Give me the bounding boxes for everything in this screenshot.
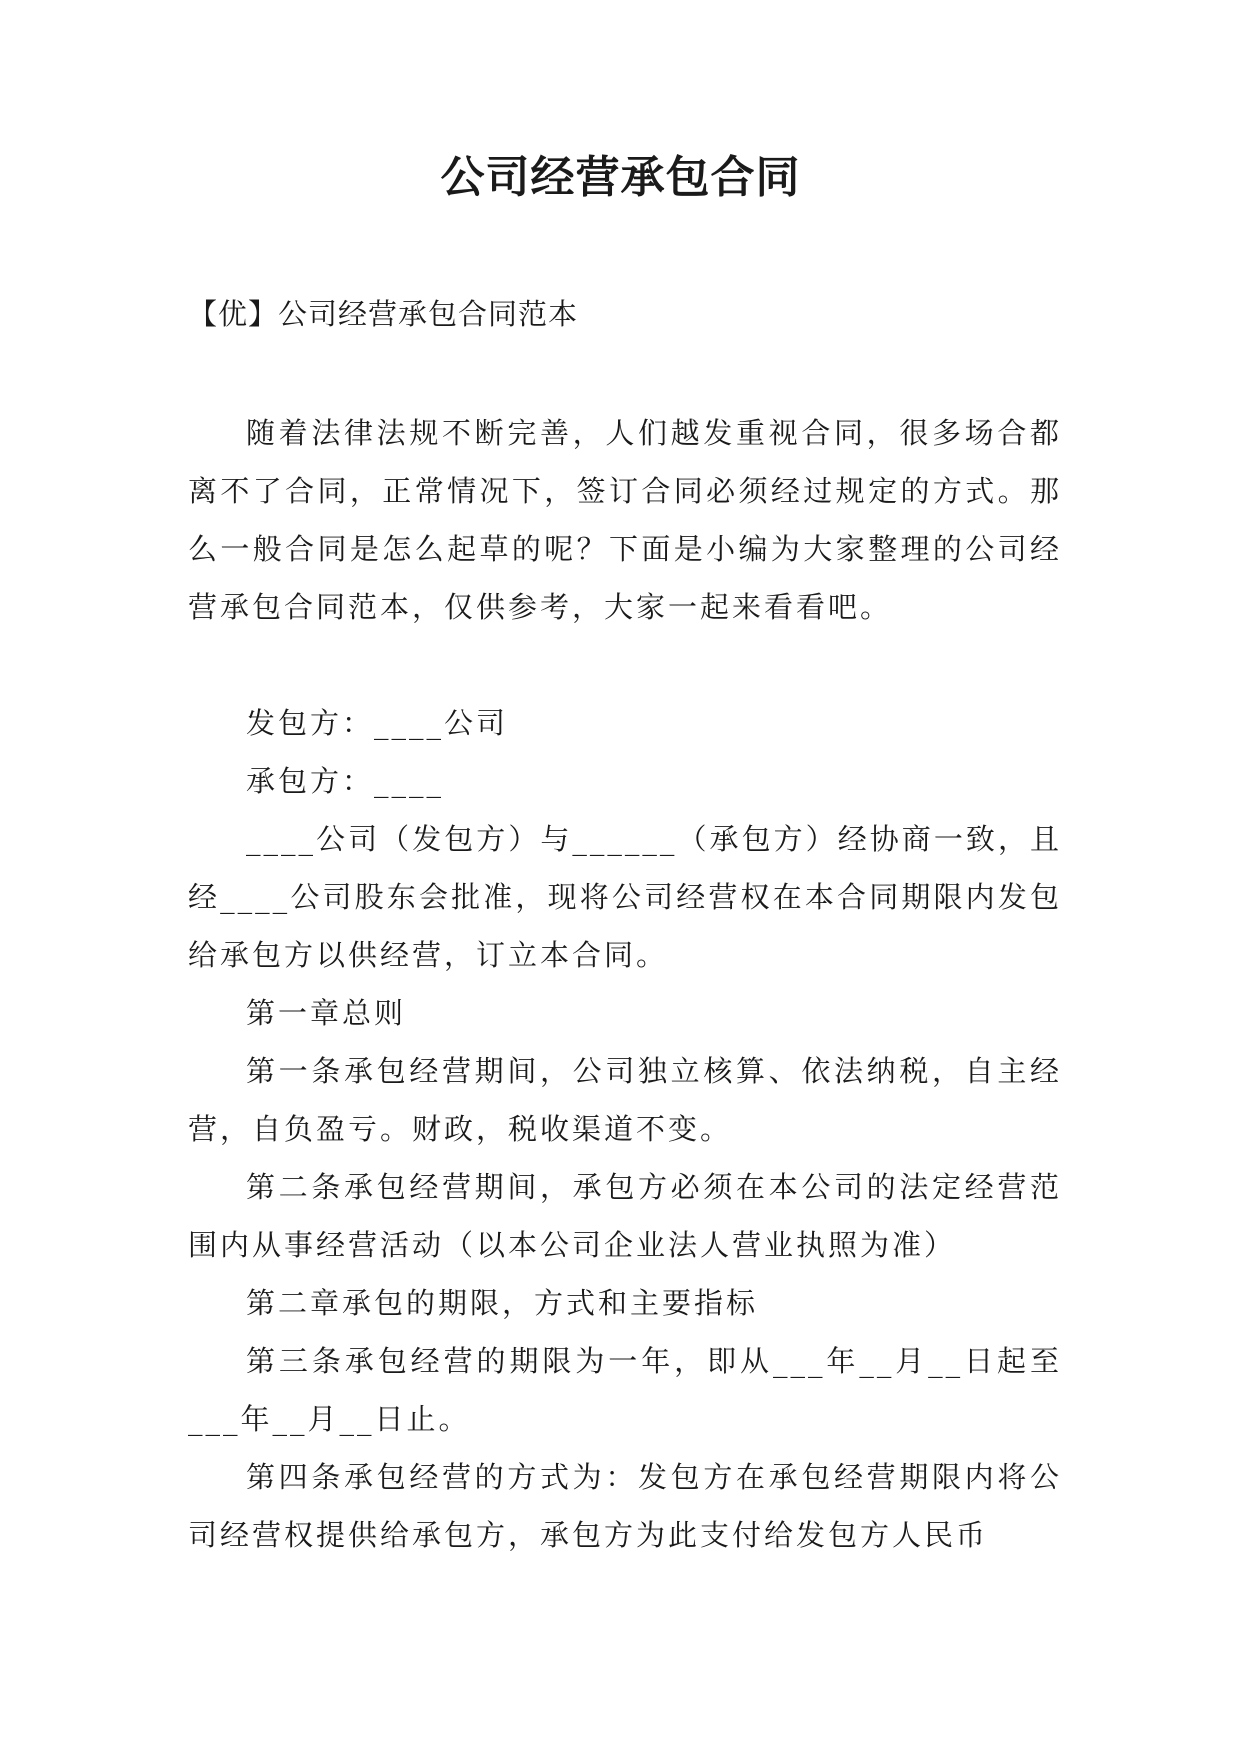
document-title: 公司经营承包合同	[440, 152, 801, 203]
article-paragraph: 第四条承包经营的方式为：发包方在承包经营期限内将公司经营权提供给承包方，承包方为此支付给发包方人民币	[188, 1460, 1062, 1552]
article-paragraph: 第三条承包经营的期限为一年，即从___年__月__日起至___年__月__日止。	[188, 1344, 1062, 1436]
article-paragraph: 第一条承包经营期间，公司独立核算、依法纳税，自主经营，自负盈亏。财政，税收渠道不变。	[188, 1054, 1062, 1146]
chapter-heading: 第一章总则	[246, 996, 407, 1030]
chapter-heading: 第二章承包的期限，方式和主要指标	[246, 1286, 759, 1320]
party-a-line: 发包方：____公司	[246, 706, 509, 740]
article-paragraph: 第二条承包经营期间，承包方必须在本公司的法定经营范围内从事经营活动（以本公司企业法人营业执照为准）	[188, 1170, 1062, 1262]
document-subtitle: 【优】公司经营承包合同范本	[188, 297, 579, 331]
preamble-paragraph: ____公司（发包方）与______（承包方）经协商一致，且经____公司股东会批准，现将公司经营权在本合同期限内发包给承包方以供经营，订立本合同。	[188, 822, 1062, 972]
party-b-line: 承包方：____	[246, 764, 445, 798]
intro-paragraph: 随着法律法规不断完善，人们越发重视合同，很多场合都离不了合同，正常情况下，签订合同必须经过规定的方式。那么一般合同是怎么起草的呢？下面是小编为大家整理的公司经营承包合同范本，仅供参考，大家一起来看看吧。	[188, 416, 1062, 624]
document-body	[188, 404, 1062, 1564]
